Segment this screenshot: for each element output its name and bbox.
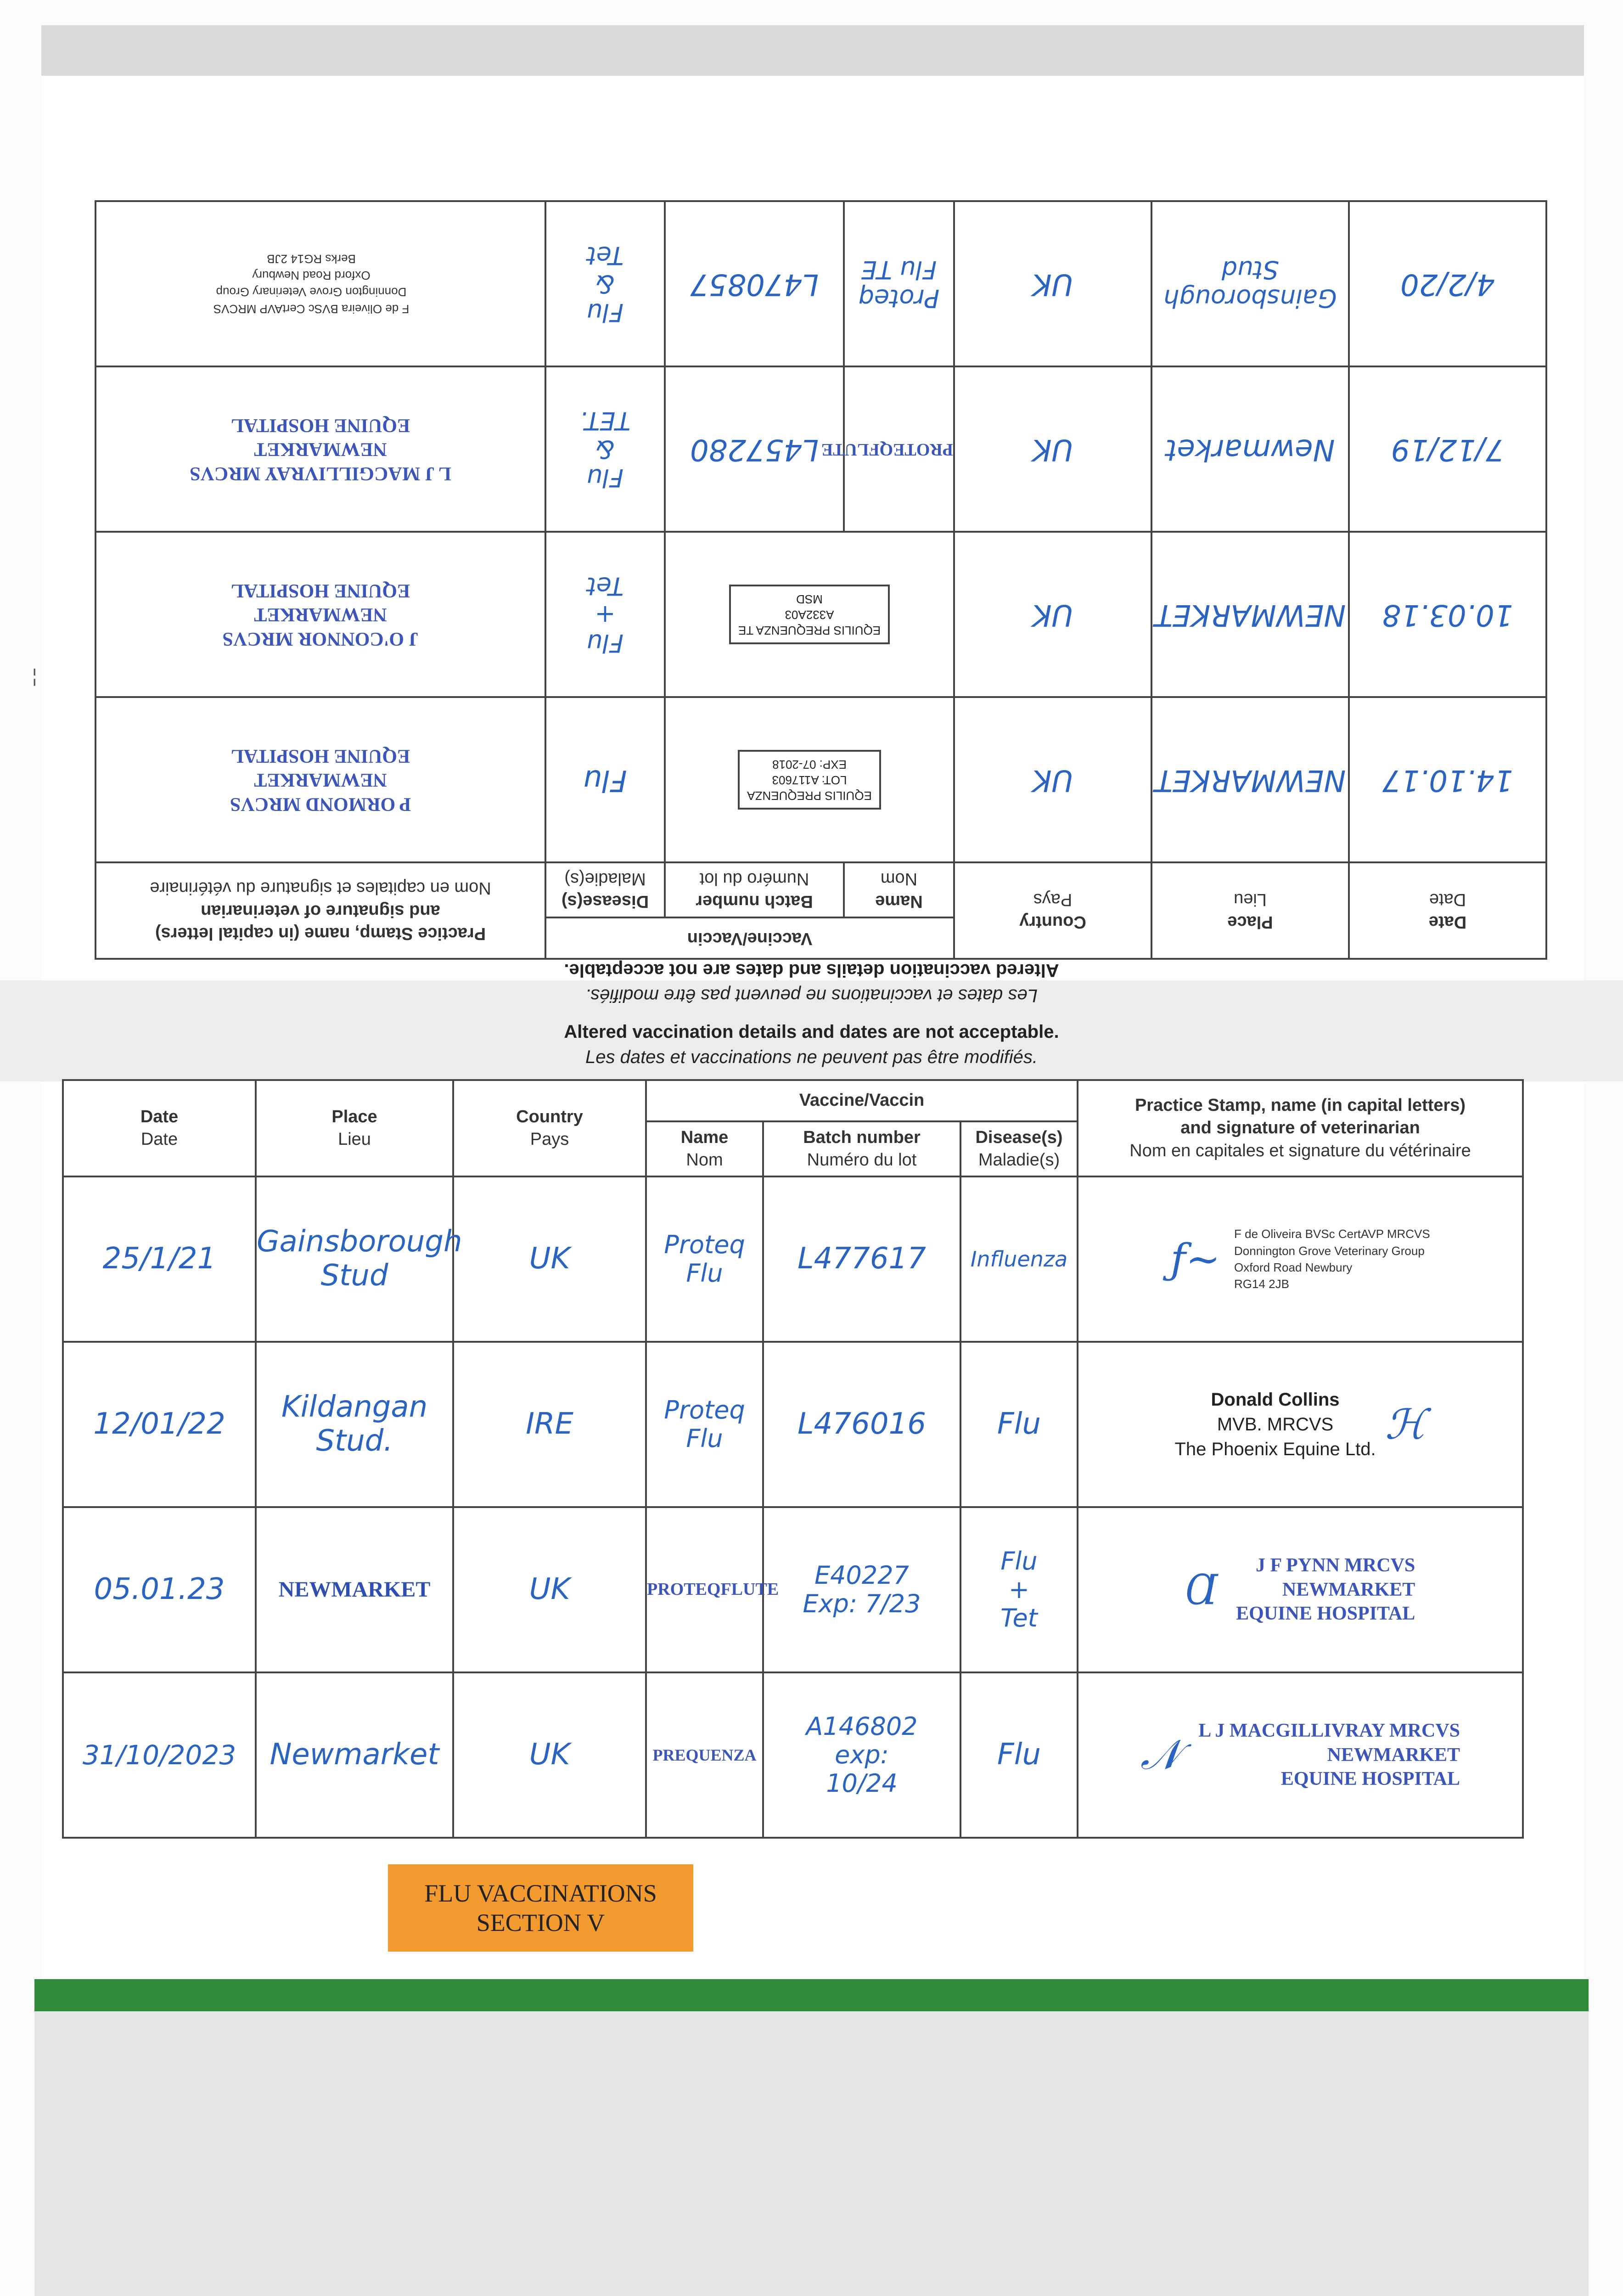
row-disease: Flu + Tet — [545, 532, 665, 697]
row-disease: Flu & TET. — [545, 366, 665, 532]
row-disease: Flu & Tet — [545, 201, 665, 366]
header-disease: Disease(s) Maladie(s) — [545, 862, 665, 917]
header-date: Date Date — [63, 1080, 256, 1176]
header-date: Date Date — [1349, 862, 1546, 959]
header-batch: Batch number Numéro du lot — [665, 862, 844, 917]
table-row — [95, 366, 1546, 532]
row-disease: Flu — [960, 1672, 1078, 1838]
row-country: UK — [453, 1176, 646, 1342]
row-batch: L477617 — [763, 1176, 960, 1342]
header-country: Country Pays — [453, 1080, 646, 1176]
scan-shadow-bottom — [34, 2011, 1589, 2296]
header-place: Place Lieu — [1151, 862, 1349, 959]
row-date: 7/12/19 — [1349, 366, 1546, 532]
row-disease: Flu — [960, 1342, 1078, 1507]
vet-stamp: 𝒩 L J MACGILLIVRAY MRCVS NEWMARKET EQUINE HOSPITAL — [1078, 1672, 1523, 1838]
table-row — [63, 1672, 1523, 1838]
vet-stamp: ƒ~ F de Oliveira BVSc CertAVP MRCVS Donnington Grove Veterinary Group Oxford Road Newbury RG14 2JB — [1078, 1176, 1523, 1342]
table-row — [95, 697, 1546, 862]
row-date: 14.10.17 — [1349, 697, 1546, 862]
row-batch: L457280 — [665, 366, 844, 532]
notice-en: Altered vaccination details and dates are not acceptable. — [564, 1022, 1059, 1042]
row-vaccine-name: PROTEQFLUTE — [844, 366, 954, 532]
notice-fr: Les dates et vaccinations ne peuvent pas être modifiés. — [585, 1047, 1038, 1067]
vet-stamp: L J MACGILLIVRAY MRCVS NEWMARKET EQUINE HOSPITAL — [95, 366, 545, 532]
header-vaccine: Vaccine/Vaccin — [545, 917, 954, 959]
row-disease: Flu + Tet — [960, 1507, 1078, 1672]
row-date: 10.03.18 — [1349, 532, 1546, 697]
row-place: NEWMARKET — [256, 1507, 453, 1672]
lower-vaccination-table — [62, 1079, 1524, 1839]
row-batch: L470857 — [665, 201, 844, 366]
header-stamp: Practice Stamp, name (in capital letters) and signature of veterinarian Nom en capitales et signature du vétérinaire — [1078, 1080, 1523, 1176]
header-stamp: Practice Stamp, name (in capital letters) and signature of veterinarian Nom en capitales et signature du vétérinaire — [95, 862, 545, 959]
signature-mark: 𝒩 — [1140, 1731, 1180, 1779]
table-row — [63, 1507, 1523, 1672]
header-place: Place Lieu — [256, 1080, 453, 1176]
header-country: Country Pays — [954, 862, 1151, 959]
header-name: Name Nom — [646, 1121, 763, 1176]
row-place: NEWMARKET — [1151, 697, 1349, 862]
vet-stamp: J O'CONNOR MRCVS NEWMARKET EQUINE HOSPITAL — [95, 532, 545, 697]
header-name: Name Nom — [844, 862, 954, 917]
header-batch: Batch number Numéro du lot — [763, 1121, 960, 1176]
row-disease: Influenza — [960, 1176, 1078, 1342]
row-country: UK — [954, 366, 1151, 532]
table-row — [95, 201, 1546, 366]
row-vaccine-name: Proteq Flu — [646, 1176, 763, 1342]
row-batch: L476016 — [763, 1342, 960, 1507]
row-date: 31/10/2023 — [63, 1672, 256, 1838]
row-disease: Flu — [545, 697, 665, 862]
signature-mark: ƒ~ — [1170, 1235, 1221, 1283]
row-date: 25/1/21 — [63, 1176, 256, 1342]
upper-table-rotated — [96, 202, 1547, 960]
row-date: 05.01.23 — [63, 1507, 256, 1672]
signature-mark: ℋ — [1385, 1400, 1426, 1449]
notice-fr-rotated: Les dates et vaccinations ne peuvent pas être modifiés. — [585, 985, 1038, 1006]
vaccine-label-sticker: EQUILIS PREQUENZA LOT: A117603 EXP: 07-2018 — [665, 697, 954, 862]
row-country: UK — [954, 697, 1151, 862]
row-country: UK — [954, 532, 1151, 697]
row-date: 12/01/22 — [63, 1342, 256, 1507]
row-vaccine-name: Proteq Flu TE — [844, 201, 954, 366]
row-country: UK — [954, 201, 1151, 366]
row-place: Newmarket — [1151, 366, 1349, 532]
table-row — [63, 1342, 1523, 1507]
row-place: Newmarket — [256, 1672, 453, 1838]
vet-stamp: Donald Collins MVB. MRCVS The Phoenix Equine Ltd. ℋ — [1078, 1342, 1523, 1507]
section-tag: FLU VACCINATIONS SECTION V — [388, 1864, 693, 1952]
row-country: IRE — [453, 1342, 646, 1507]
row-place: NEWMARKET — [1151, 532, 1349, 697]
vet-stamp: Ɑ J F PYNN MRCVS NEWMARKET EQUINE HOSPITAL — [1078, 1507, 1523, 1672]
upper-vaccination-table — [95, 200, 1547, 960]
row-place: Kildangan Stud. — [256, 1342, 453, 1507]
row-batch: E40227 Exp: 7/23 — [763, 1507, 960, 1672]
table-row — [95, 532, 1546, 697]
vet-stamp: P ORMOND MRCVS NEWMARKET EQUINE HOSPITAL — [95, 697, 545, 862]
row-place: Gainsborough Stud — [1151, 201, 1349, 366]
green-band — [34, 1979, 1589, 2011]
margin-mark: ¦ — [32, 666, 37, 686]
scan-shadow-top — [41, 25, 1584, 76]
vet-stamp: F de Oliveira BVSc CertAVP MRCVS Donnington Grove Veterinary Group Oxford Road Newbury Berks RG14 2JB — [95, 201, 545, 366]
row-country: UK — [453, 1507, 646, 1672]
row-country: UK — [453, 1672, 646, 1838]
row-vaccine-name: PREQUENZA — [646, 1672, 763, 1838]
notice-en-rotated: Altered vaccination details and dates are not acceptable. — [564, 960, 1059, 980]
row-batch: A146802 exp: 10/24 — [763, 1672, 960, 1838]
header-vaccine: Vaccine/Vaccin — [646, 1080, 1078, 1121]
row-place: Gainsborough Stud — [256, 1176, 453, 1342]
table-row — [63, 1176, 1523, 1342]
header-disease: Disease(s) Maladie(s) — [960, 1121, 1078, 1176]
vaccine-label-sticker: EQUILIS PREQUENZA TE A332A03 MSD — [665, 532, 954, 697]
row-vaccine-name: PROTEQFLUTE — [646, 1507, 763, 1672]
signature-mark: Ɑ — [1185, 1565, 1218, 1614]
row-date: 4/2/20 — [1349, 201, 1546, 366]
row-vaccine-name: Proteq Flu — [646, 1342, 763, 1507]
